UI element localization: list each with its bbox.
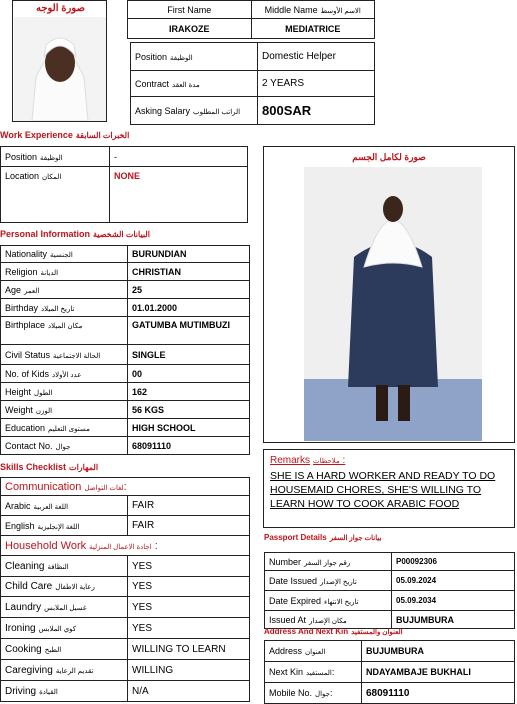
birthday-value: 01.01.2000 — [128, 299, 250, 317]
next-kin-label: Next Kin المستفيد: — [265, 662, 362, 683]
nationality-label: Nationality الجنسية — [1, 246, 128, 263]
face-photo-frame — [12, 0, 107, 122]
religion-value: CHRISTIAN — [128, 263, 250, 281]
weight-value: 56 KGS — [128, 401, 250, 419]
address-table — [264, 640, 515, 704]
position-label: Position الوظيفة — [131, 43, 258, 71]
birthplace-label: Birthplace مكان الميلاد — [1, 317, 128, 345]
cleaning-label: Cleaning النظافة — [1, 556, 128, 577]
contract-label: Contract مدة العقد — [131, 71, 258, 97]
mobile-label: Mobile No. جوال: — [265, 683, 362, 704]
next-kin-value: NDAYAMBAJE BUKHALI — [362, 662, 515, 683]
passport-number-label: Number رقم جواز السفر — [265, 553, 392, 571]
contact-label: Contact No. جوال — [1, 437, 128, 455]
height-label: Height الطول — [1, 383, 128, 401]
contact-value: 68091110 — [128, 437, 250, 455]
work-location-value: NONE — [110, 167, 248, 223]
work-experience-title: Work Experience الخبرات السابقة — [0, 130, 130, 140]
address-title: Address And Next Kin العنوان والمستفيد — [264, 627, 403, 636]
skills-table — [0, 477, 250, 702]
age-value: 25 — [128, 281, 250, 299]
age-label: Age العمر — [1, 281, 128, 299]
address-label: Address العنوان — [265, 641, 362, 662]
ironing-label: Ironing كوي الملابس — [1, 618, 128, 639]
passport-title: Passport Details بيانات جواز السفر — [264, 533, 382, 542]
weight-label: Weight الوزن — [1, 401, 128, 419]
kids-value: 00 — [128, 365, 250, 383]
remarks-title: Remarks ملاحظات : — [270, 455, 346, 466]
arabic-label: Arabic اللغة العربية — [1, 496, 128, 516]
date-issued-label: Date Issued تاريخ الإصدار — [265, 571, 392, 591]
salary-value: 800SAR — [258, 97, 375, 125]
date-issued-value: 05.09.2024 — [392, 571, 515, 591]
driving-label: Driving القيادة — [1, 681, 128, 702]
communication-title: Communication لغات التواصل: — [1, 478, 250, 496]
passport-table — [264, 552, 515, 629]
caregiving-label: Caregiving تقديم الرعاية — [1, 660, 128, 681]
religion-label: Religion الديانة — [1, 263, 128, 281]
driving-value: N/A — [128, 681, 250, 702]
first-name-value: IRAKOZE — [128, 19, 252, 39]
civil-status-label: Civil Status الحالة الاجتماعية — [1, 345, 128, 365]
laundry-value: YES — [128, 597, 250, 618]
kids-label: No. of Kids عدد الأولاد — [1, 365, 128, 383]
issued-at-value: BUJUMBURA — [392, 611, 515, 629]
summary-table — [130, 42, 375, 125]
child-care-label: Child Care رعاية الاطفال — [1, 577, 128, 597]
passport-number-value: P00092306 — [392, 553, 515, 571]
education-value: HIGH SCHOOL — [128, 419, 250, 437]
name-table — [127, 0, 375, 39]
cleaning-value: YES — [128, 556, 250, 577]
contract-value: 2 YEARS — [258, 71, 375, 97]
birthplace-value: GATUMBA MUTIMBUZI — [128, 317, 250, 345]
salary-label: Asking Salary الراتب المطلوب — [131, 97, 258, 125]
english-value: FAIR — [128, 516, 250, 536]
height-value: 162 — [128, 383, 250, 401]
face-photo — [14, 17, 106, 121]
ironing-value: YES — [128, 618, 250, 639]
mobile-value: 68091110 — [362, 683, 515, 704]
remarks-text: SHE IS A HARD WORKER AND READY TO DO HOUSEMAID CHORES, SHE'S WILLING TO LEARN HOW TO COOK ARABIC FOOD — [270, 470, 496, 510]
education-label: Education مستوى التعليم — [1, 419, 128, 437]
work-location-label: Location المكان — [1, 167, 110, 223]
middle-name-header: Middle Name الاسم الأوسط — [251, 1, 375, 19]
date-expired-label: Date Expired تاريخ الانتهاء — [265, 591, 392, 611]
remarks-box — [263, 449, 515, 528]
nationality-value: BURUNDIAN — [128, 246, 250, 263]
household-title: Household Work اجادة الاعمال المنزلية : — [1, 536, 250, 556]
full-photo-frame — [263, 146, 515, 443]
caregiving-value: WILLING — [128, 660, 250, 681]
work-experience-table — [0, 146, 248, 223]
face-photo-title: صورة الوجه — [35, 3, 86, 14]
personal-info-table — [0, 245, 250, 455]
skills-title: Skills Checklist المهارات — [0, 462, 99, 472]
full-photo-title: صورة لكامل الجسم — [352, 152, 426, 162]
address-value: BUJUMBURA — [362, 641, 515, 662]
work-position-value: - — [110, 147, 248, 167]
position-value: Domestic Helper — [258, 43, 375, 71]
middle-name-value: MEDIATRICE — [251, 19, 375, 39]
laundry-label: Laundry غسيل الملابس — [1, 597, 128, 618]
child-care-value: YES — [128, 577, 250, 597]
english-label: English اللغة الإنجليزية — [1, 516, 128, 536]
first-name-header: First Name — [128, 1, 252, 19]
arabic-value: FAIR — [128, 496, 250, 516]
cooking-label: Cooking الطبخ — [1, 639, 128, 660]
cooking-value: WILLING TO LEARN — [128, 639, 250, 660]
date-expired-value: 05.09.2034 — [392, 591, 515, 611]
birthday-label: Birthday تاريخ الميلاد — [1, 299, 128, 317]
issued-at-label: Issued At مكان الإصدار — [265, 611, 392, 629]
personal-info-title: Personal Information البيانات الشخصية — [0, 229, 150, 239]
work-position-label: Position الوظيفة — [1, 147, 110, 167]
civil-status-value: SINGLE — [128, 345, 250, 365]
full-photo — [304, 167, 482, 441]
